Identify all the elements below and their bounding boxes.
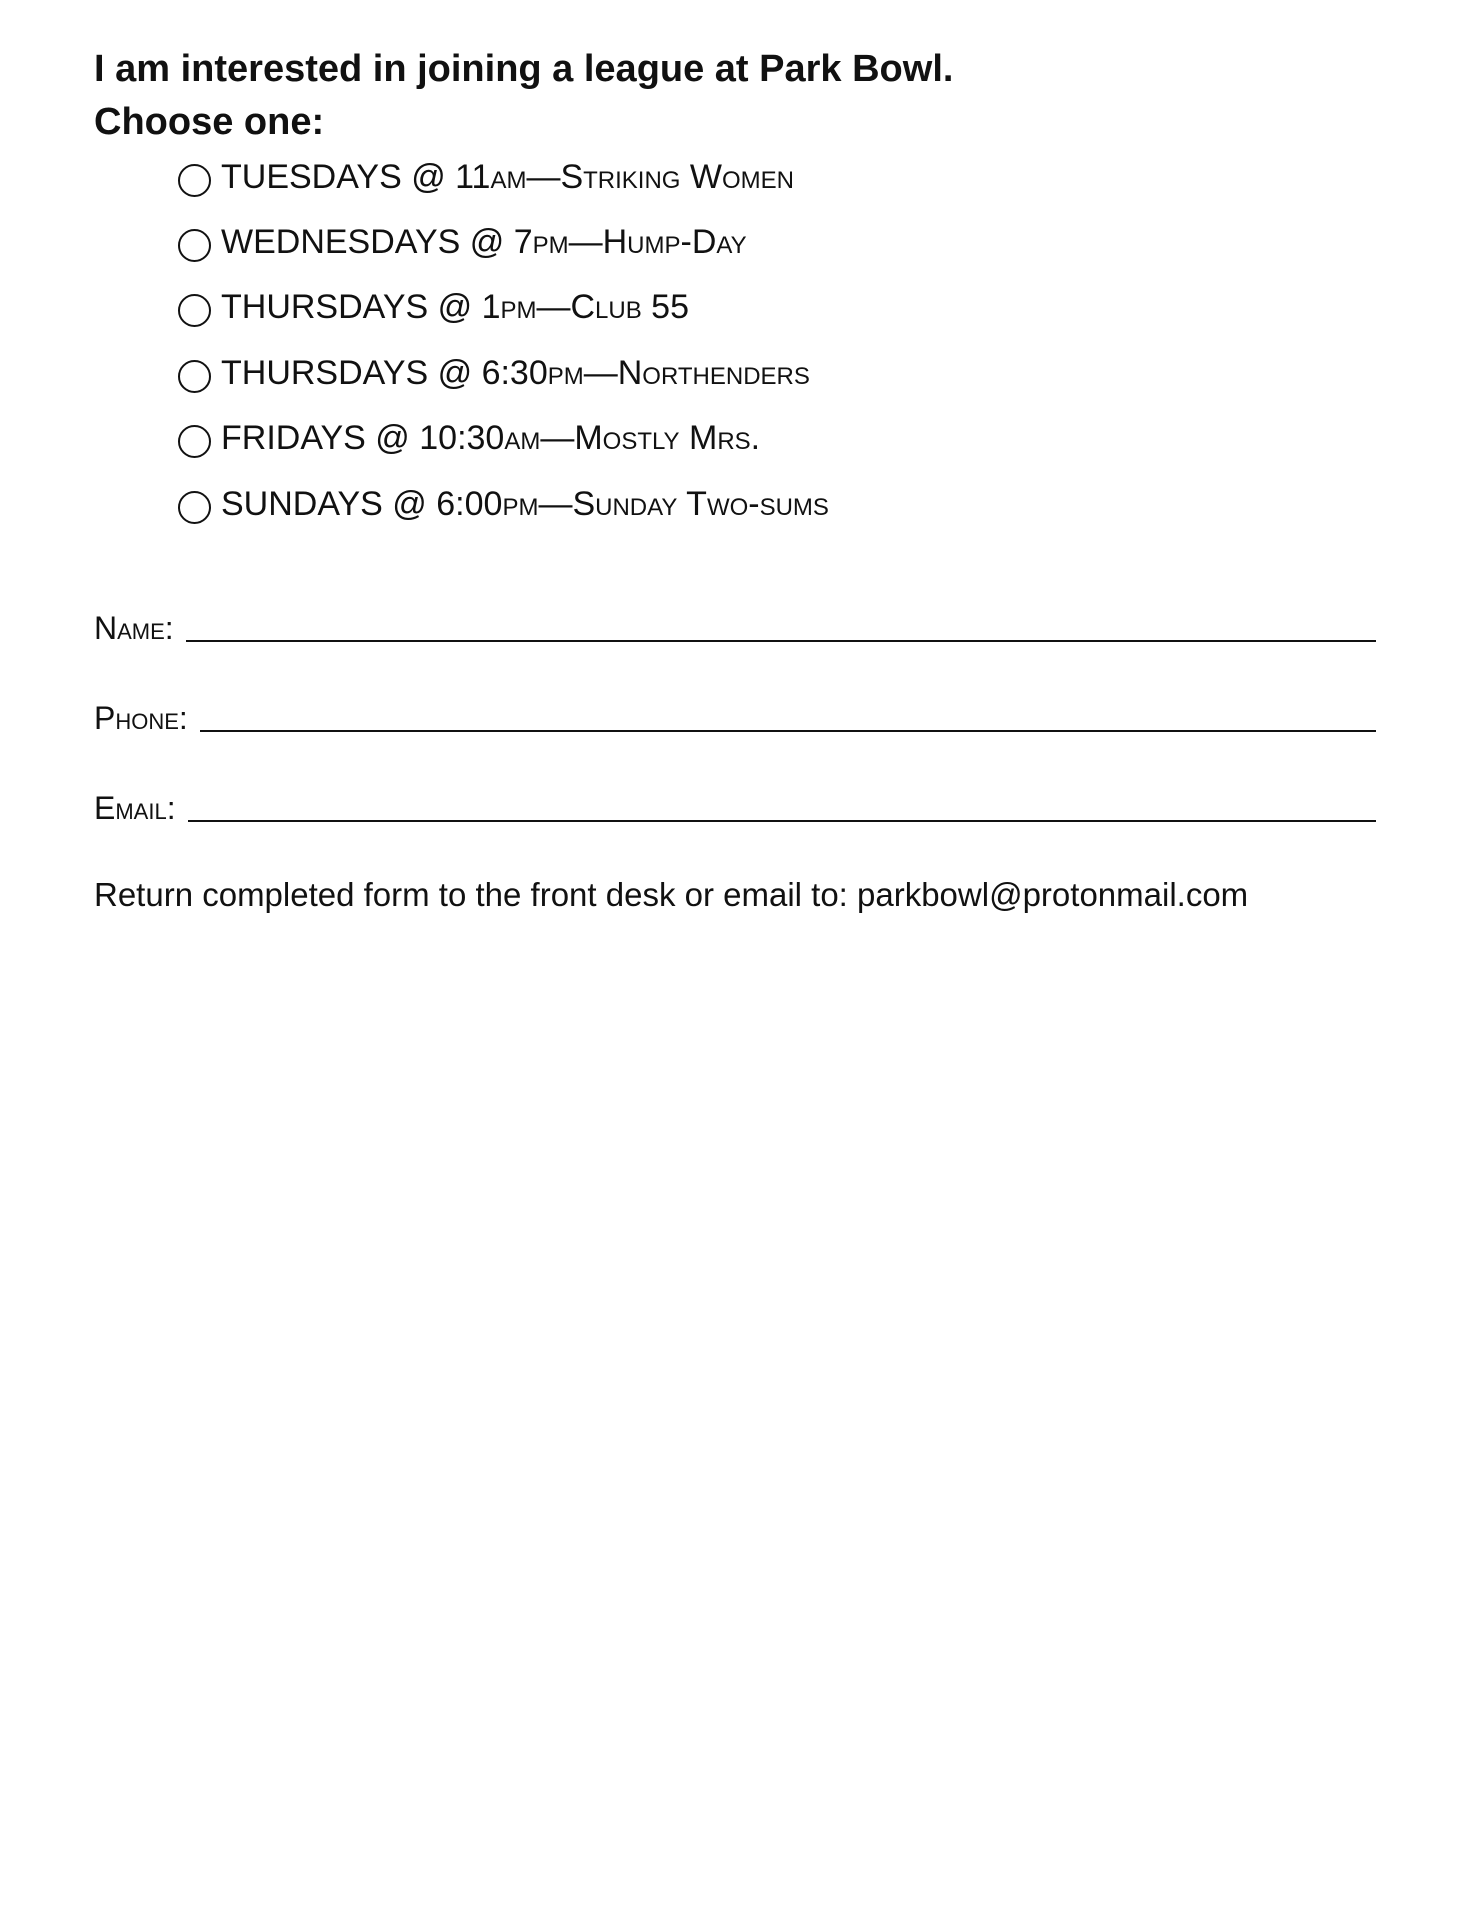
option-label: THURSDAYS @ 6:30pm—Northenders (221, 354, 810, 392)
email-field (94, 792, 1376, 824)
option-label: SUNDAYS @ 6:00pm—Sunday Two-sums (221, 485, 829, 523)
radio-circle-icon[interactable] (178, 360, 211, 393)
name-input-line[interactable] (186, 640, 1376, 642)
league-option-thursday-1pm[interactable] (178, 285, 689, 329)
league-option-tuesday[interactable] (178, 155, 794, 199)
league-option-wednesday[interactable] (178, 220, 747, 264)
league-option-friday[interactable] (178, 416, 760, 460)
phone-label: Phone: (94, 700, 188, 736)
return-instructions: Return completed form to the front desk or email to: parkbowl@protonmail.com (94, 876, 1249, 913)
email-input-line[interactable] (188, 820, 1376, 822)
option-label: WEDNESDAYS @ 7pm—Hump-Day (221, 223, 747, 261)
radio-circle-icon[interactable] (178, 491, 211, 524)
phone-field (94, 702, 1376, 734)
league-option-sunday[interactable] (178, 482, 829, 526)
name-field (94, 612, 1376, 644)
email-label: Email: (94, 790, 176, 826)
form-title: I am interested in joining a league at Park Bowl. (94, 48, 954, 90)
radio-circle-icon[interactable] (178, 425, 211, 458)
league-option-thursday-630pm[interactable] (178, 351, 810, 395)
name-label: Name: (94, 610, 174, 646)
option-label: FRIDAYS @ 10:30am—Mostly Mrs. (221, 419, 761, 457)
choose-one-heading: Choose one: (94, 101, 325, 143)
phone-input-line[interactable] (200, 730, 1376, 732)
radio-circle-icon[interactable] (178, 294, 211, 327)
option-label: THURSDAYS @ 1pm—Club 55 (221, 288, 689, 326)
radio-circle-icon[interactable] (178, 229, 211, 262)
radio-circle-icon[interactable] (178, 164, 211, 197)
option-label: TUESDAYS @ 11am—Striking Women (221, 158, 795, 196)
